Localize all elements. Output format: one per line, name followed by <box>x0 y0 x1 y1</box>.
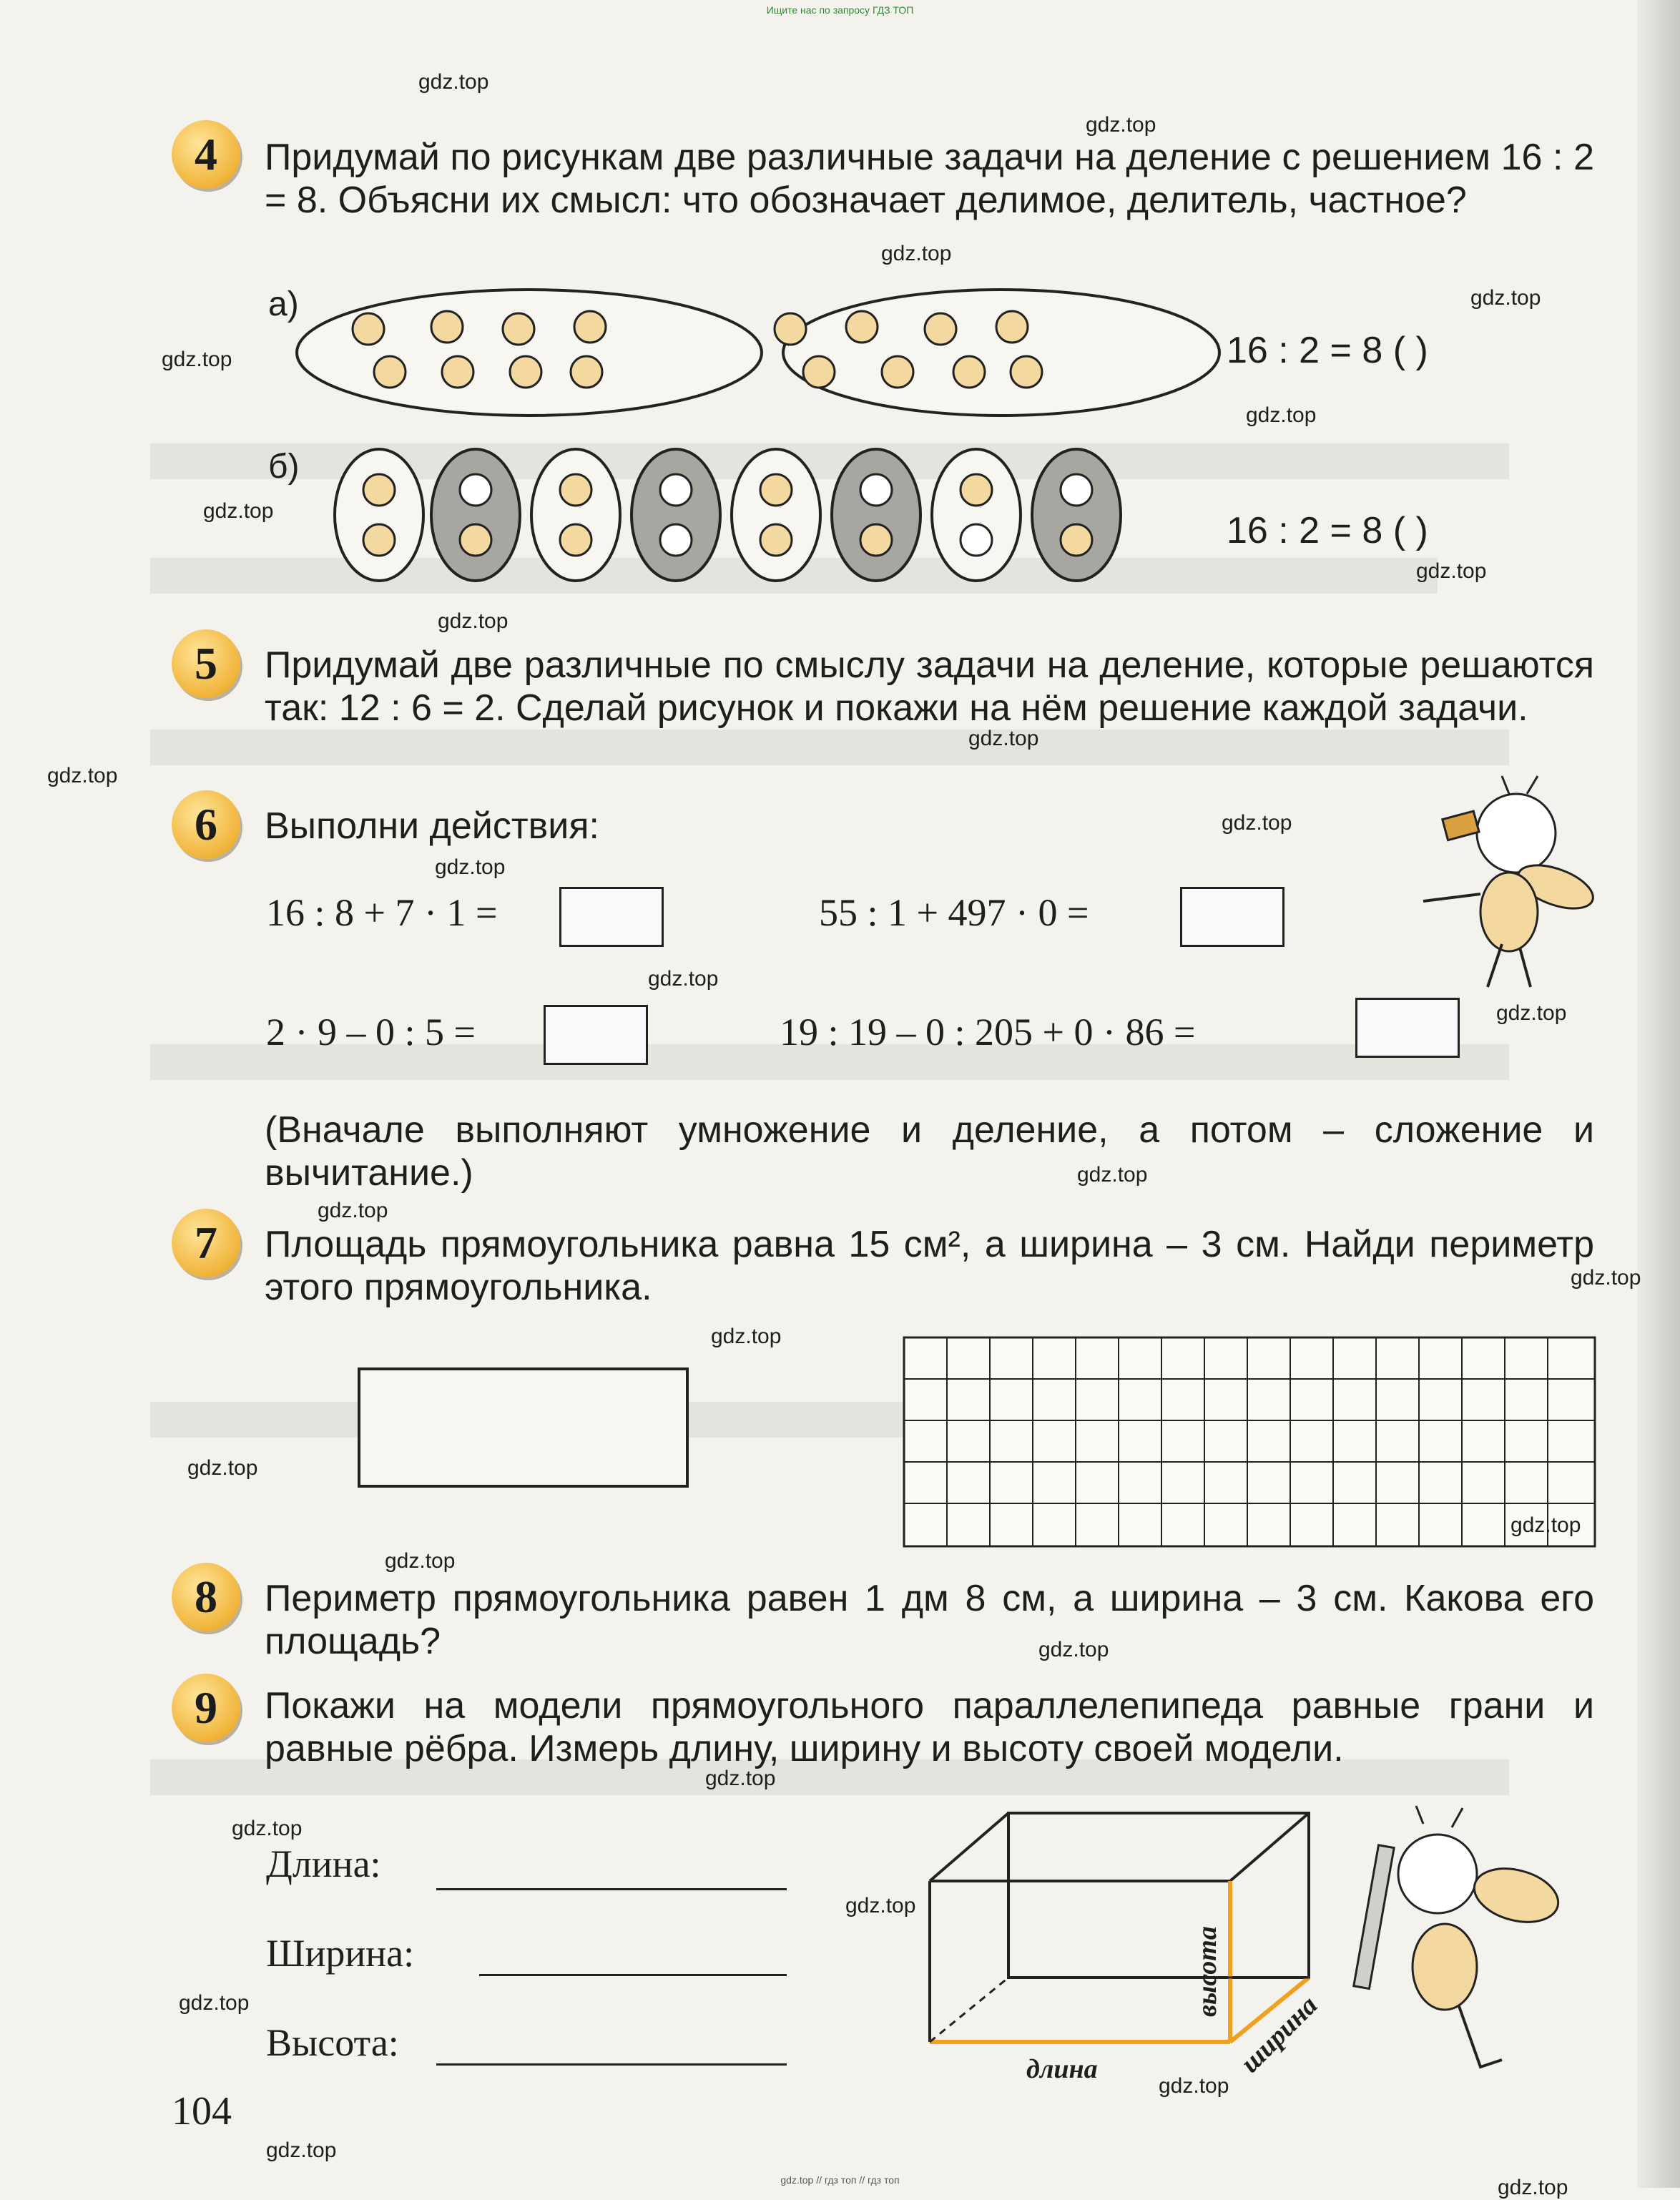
task-4a-equation: 16 : 2 = 8 ( ) <box>1227 330 1428 371</box>
header-note: Ищите нас по запросу ГДЗ ТОП <box>766 4 914 16</box>
task-9-parallelepiped-drawing <box>923 1802 1366 2088</box>
task-6-expression-3: 2 · 9 – 0 : 5 = <box>266 1011 476 1054</box>
task-6-text: Выполни действия: <box>265 805 599 847</box>
footer-note: gdz.top // гдз топ // гдз топ <box>780 2174 900 2186</box>
task-9-length-input-line[interactable] <box>436 1888 787 1890</box>
task-9-box-height-label: высота <box>1192 1926 1222 2017</box>
task-4b-equation: 16 : 2 = 8 ( ) <box>1227 510 1428 551</box>
task-9-number-badge: 9 <box>172 1674 240 1742</box>
task-4-label-a: а) <box>268 285 299 323</box>
task-9-width-label: Ширина: <box>266 1932 415 1975</box>
watermark: gdz.top <box>203 499 274 523</box>
page-number: 104 <box>172 2089 232 2133</box>
task-6-expression-1: 16 : 8 + 7 · 1 = <box>266 891 498 934</box>
page-binding-shadow <box>1637 0 1680 2188</box>
bee-character-illustration <box>1402 772 1602 1001</box>
watermark: gdz.top <box>845 1894 916 1917</box>
task-9-width-input-line[interactable] <box>479 1974 787 1976</box>
task-8-text: Периметр прямоугольника равен 1 дм 8 см, а ширина – 3 см. Какова его площадь? <box>265 1578 1594 1662</box>
watermark: gdz.top <box>438 609 509 633</box>
task-6-expression-4: 19 : 19 – 0 : 205 + 0 · 86 = <box>780 1011 1196 1054</box>
watermark: gdz.top <box>1159 2074 1229 2098</box>
watermark: gdz.top <box>705 1767 776 1790</box>
task-5-number-badge: 5 <box>172 629 240 698</box>
task-6-number-badge: 6 <box>172 790 240 859</box>
watermark: gdz.top <box>418 70 489 94</box>
task-9-text: Покажи на модели прямоугольного параллелепипеда равные грани и равные рёбра. Измерь длину, ширину и высоту своей модели. <box>265 1685 1594 1769</box>
task-6-rule-note: (Вначале выполняют умножение и деление, а потом – сложение и вычитание.) <box>265 1109 1594 1194</box>
watermark: gdz.top <box>1222 811 1292 835</box>
watermark: gdz.top <box>1038 1638 1109 1661</box>
task-6-answer-box-1[interactable] <box>559 887 664 947</box>
watermark: gdz.top <box>1498 2176 1568 2199</box>
task-7-number-badge: 7 <box>172 1209 240 1277</box>
task-9-height-input-line[interactable] <box>436 2063 787 2066</box>
watermark: gdz.top <box>385 1549 456 1573</box>
task-4-number-badge: 4 <box>172 120 240 189</box>
watermark: gdz.top <box>1416 559 1487 583</box>
watermark: gdz.top <box>968 727 1039 750</box>
watermark: gdz.top <box>1496 1001 1567 1025</box>
task-7-grid-paper[interactable] <box>903 1336 1596 1548</box>
watermark: gdz.top <box>648 967 719 991</box>
task-7-text: Площадь прямоугольника равна 15 см², а ширина – 3 см. Найди периметр этого прямоугольника. <box>265 1224 1594 1308</box>
watermark: gdz.top <box>1510 1513 1581 1537</box>
watermark: gdz.top <box>232 1817 303 1840</box>
watermark: gdz.top <box>162 348 232 371</box>
task-9-length-label: Длина: <box>266 1842 381 1885</box>
watermark: gdz.top <box>881 242 952 265</box>
task-5-text: Придумай две различные по смыслу задачи на деление, которые решаются так: 12 : 6 = 2. Сделай рисунок и покажи на нём решение каждой задачи. <box>265 644 1594 729</box>
task-4-text: Придумай по рисункам две различные задачи на деление с решением 16 : 2 = 8. Объясни их смысл: что обозначает делимое, делитель, частное? <box>265 137 1594 221</box>
task-4-label-b: б) <box>268 448 300 486</box>
bee-with-ruler-illustration <box>1337 1802 1595 2088</box>
watermark: gdz.top <box>435 855 506 879</box>
watermark: gdz.top <box>1077 1163 1148 1187</box>
watermark: gdz.top <box>1246 403 1317 427</box>
task-9-box-length-label: длина <box>1026 2054 1098 2084</box>
watermark: gdz.top <box>1470 286 1541 310</box>
task-7-rectangle-drawing <box>358 1367 689 1488</box>
task-9-height-label: Высота: <box>266 2021 399 2064</box>
task-8-number-badge: 8 <box>172 1563 240 1631</box>
watermark: gdz.top <box>47 764 118 787</box>
task-6-answer-box-3[interactable] <box>544 1005 648 1065</box>
watermark: gdz.top <box>711 1325 782 1348</box>
watermark: gdz.top <box>266 2138 337 2162</box>
watermark: gdz.top <box>318 1199 388 1222</box>
task-6-expression-2: 55 : 1 + 497 · 0 = <box>819 891 1089 934</box>
watermark: gdz.top <box>1086 113 1156 137</box>
task-6-answer-box-4[interactable] <box>1355 998 1460 1058</box>
task-4b-apples-picture <box>329 443 1187 586</box>
task-9-box-width-label: ширина <box>1234 1990 1324 2079</box>
watermark: gdz.top <box>187 1456 258 1480</box>
task-6-answer-box-2[interactable] <box>1180 887 1284 947</box>
watermark: gdz.top <box>179 1991 250 2015</box>
task-4a-apples-picture <box>290 283 1234 426</box>
watermark: gdz.top <box>1571 1266 1641 1290</box>
